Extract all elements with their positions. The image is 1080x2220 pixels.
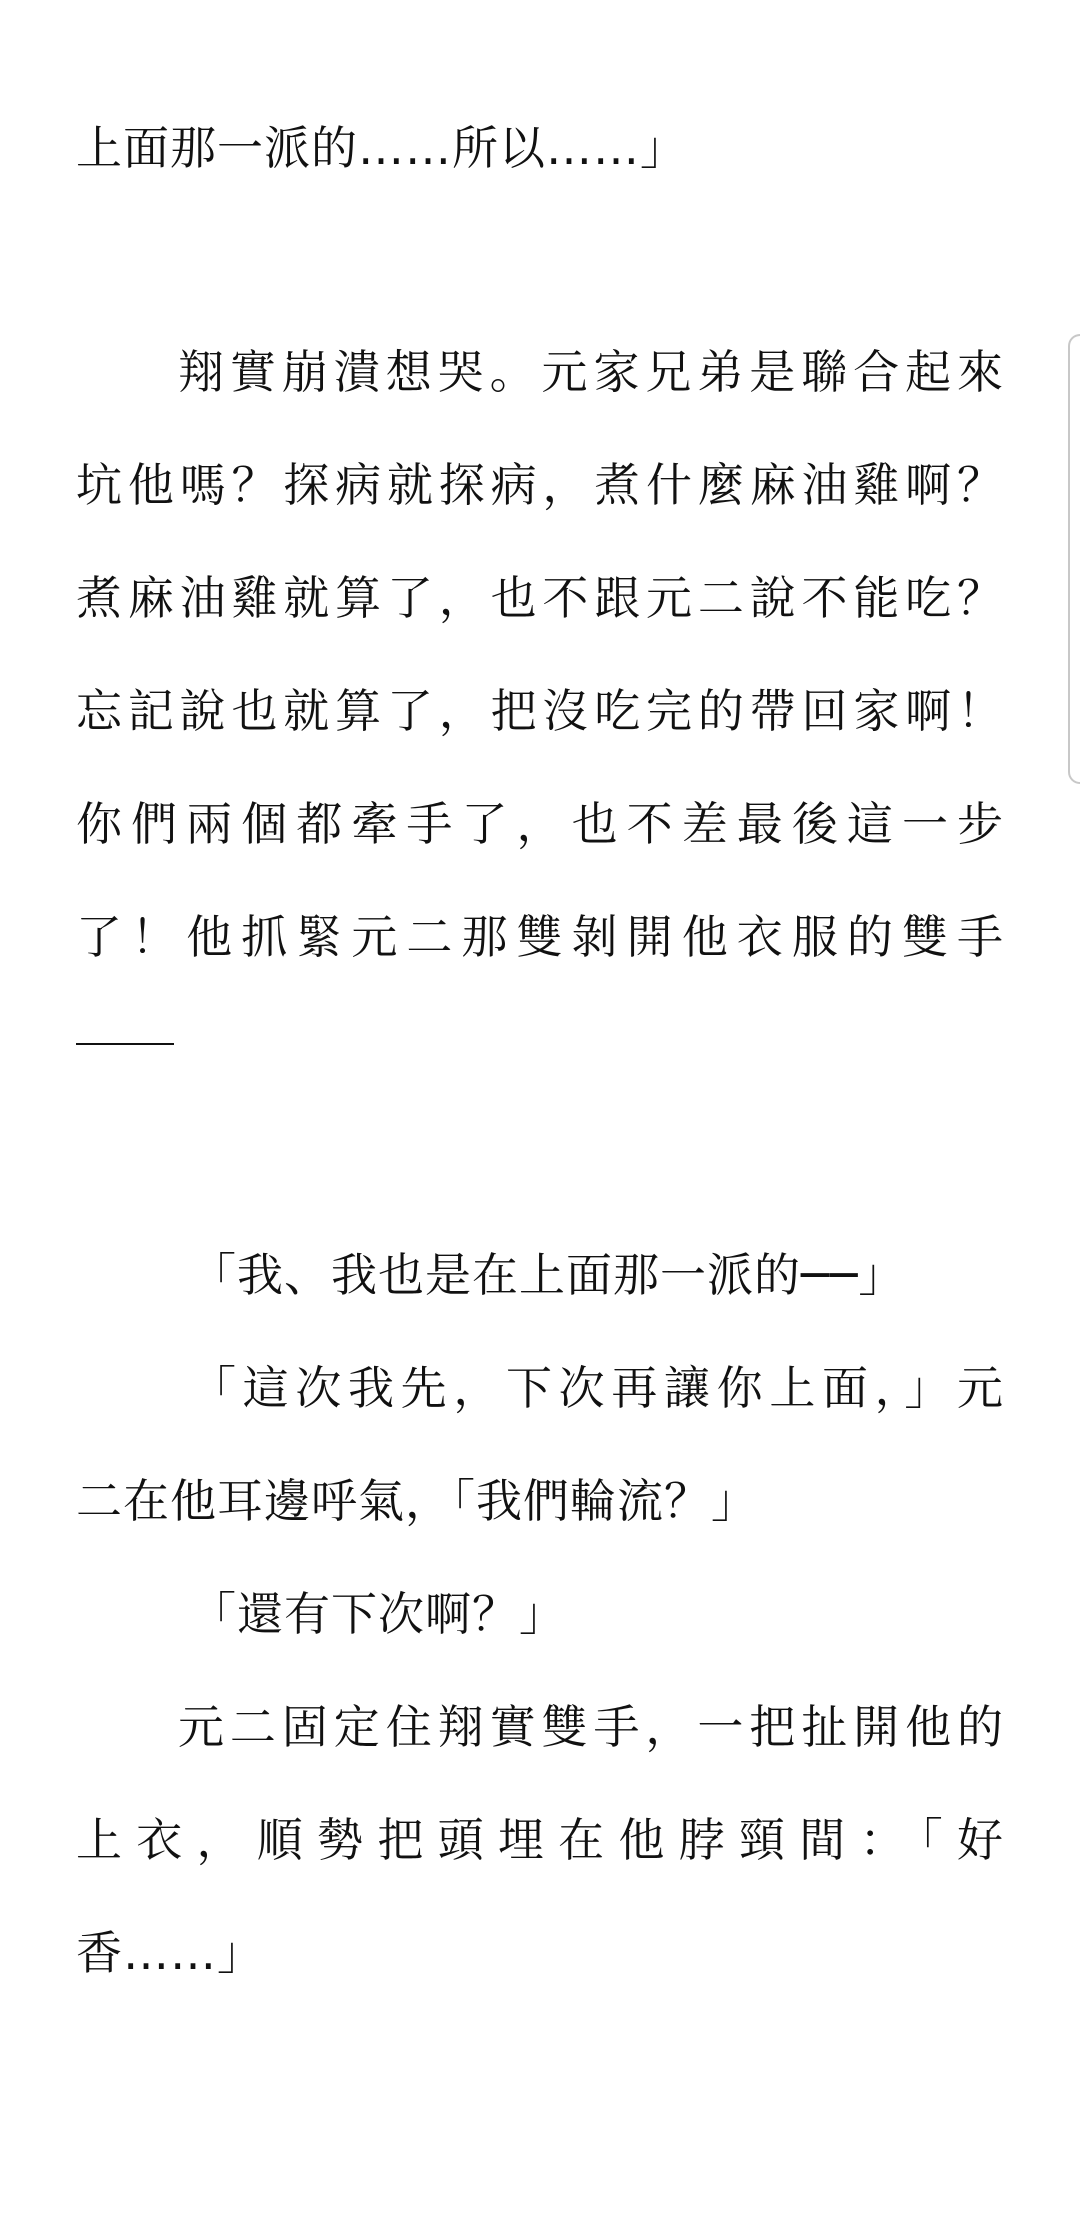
em-dash-line xyxy=(76,1043,174,1045)
text-line: 「還有下次啊？」 xyxy=(190,1587,566,1641)
text-line: 「我、我也是在上面那一派的──」 xyxy=(190,1248,906,1302)
text-line: 了！他抓緊元二那雙剝開他衣服的雙手 xyxy=(76,910,1004,964)
text-line: 元二固定住翔實雙手，一把扯開他的 xyxy=(178,1700,1004,1754)
text-line: 坑他嗎？探病就探病，煮什麼麻油雞啊？ xyxy=(76,458,1004,512)
text-line: 翔實崩潰想哭。元家兄弟是聯合起來 xyxy=(178,345,1004,399)
text-line: 「這次我先，下次再讓你上面，」元 xyxy=(190,1361,1004,1415)
text-line: 上衣，順勢把頭埋在他脖頸間：「好 xyxy=(76,1813,1004,1867)
text-line: 上面那一派的……所以……」 xyxy=(76,121,687,175)
text-line: 香……」 xyxy=(76,1926,264,1980)
text-line: 忘記說也就算了，把沒吃完的帶回家啊！ xyxy=(76,684,1004,738)
side-scroll-handle[interactable] xyxy=(1068,334,1080,784)
text-line: 煮麻油雞就算了，也不跟元二說不能吃？ xyxy=(76,571,1004,625)
text-line: 二在他耳邊呼氣，「我們輪流？」 xyxy=(76,1474,758,1528)
text-line: 你們兩個都牽手了，也不差最後這一步 xyxy=(76,797,1004,851)
